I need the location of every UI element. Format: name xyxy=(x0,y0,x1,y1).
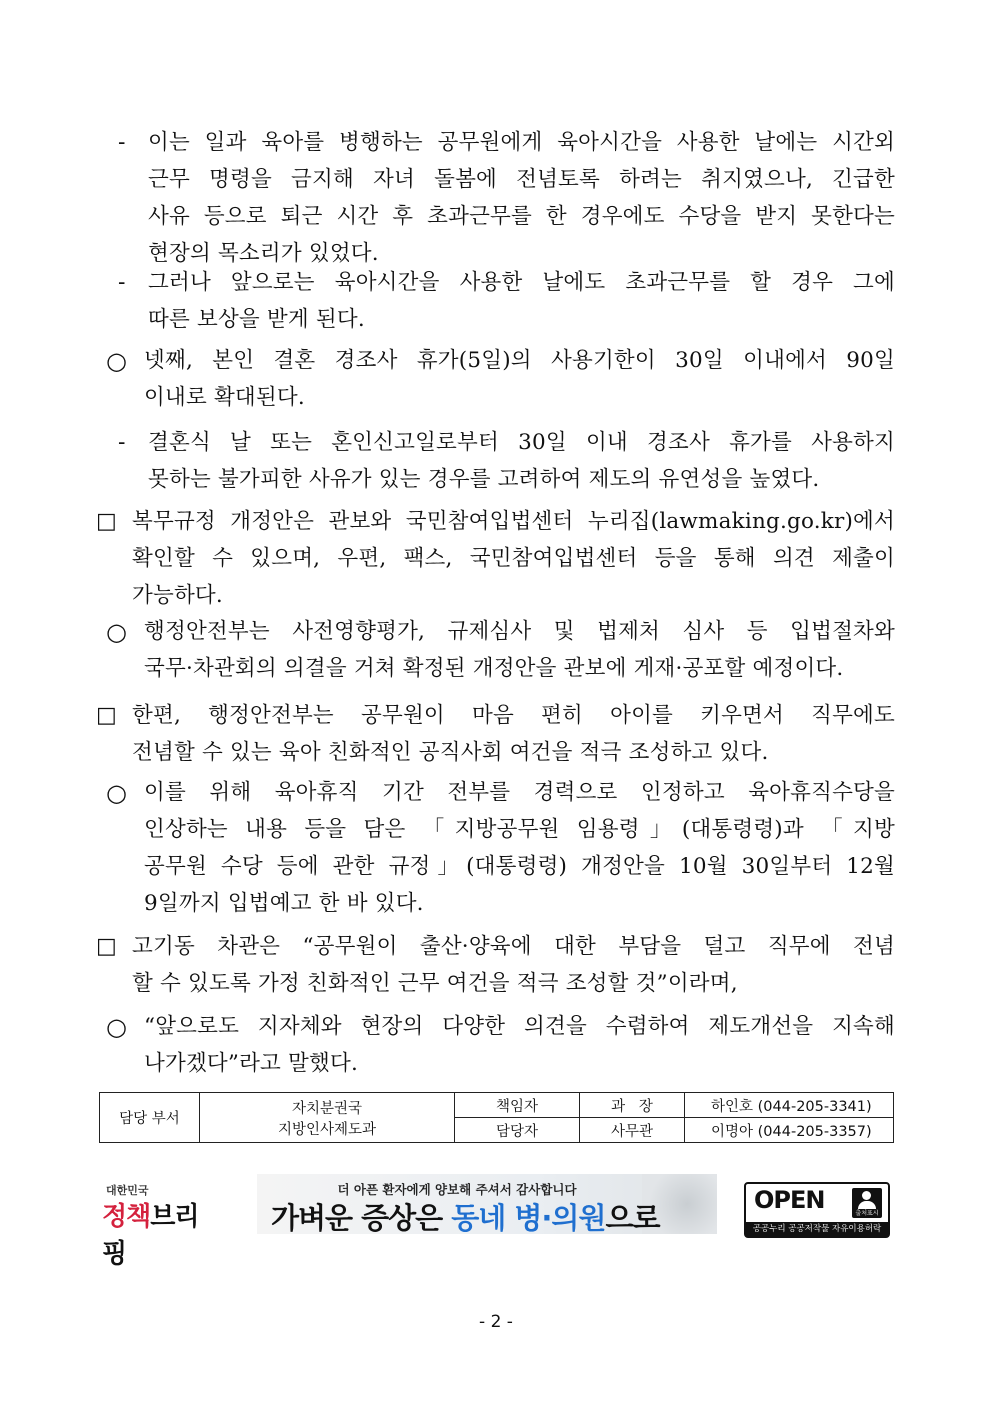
paragraph-line: 이는 일과 육아를 병행하는 공무원에게 육아시간을 사용한 날에는 시간외 xyxy=(148,130,895,155)
responsible-label: 책임자 xyxy=(455,1093,580,1118)
page-number: - 2 - xyxy=(479,1312,513,1332)
staff-title: 사무관 xyxy=(580,1118,685,1143)
paragraph-line: 확인할 수 있으며, 우편, 팩스, 국민참여입법센터 등을 통해 의견 제출이 xyxy=(132,546,895,571)
responsible-name: 하인호 (044-205-3341) xyxy=(685,1093,894,1118)
dash-bullet: - xyxy=(118,270,126,295)
paragraph-line: 가능하다. xyxy=(132,583,223,608)
paragraph-line: 할 수 있도록 가정 친화적인 근무 여건을 적극 조성할 것”이라며, xyxy=(132,971,738,996)
paragraph-line: 인상하는 내용 등을 담은 「지방공무원 임용령」(대통령령)과 「지방 xyxy=(144,817,895,842)
circle-bullet-icon: ○ xyxy=(106,779,127,807)
paragraph-line: 넷째, 본인 결혼 경조사 휴가(5일)의 사용기한이 30일 이내에서 90일 xyxy=(144,348,895,373)
kogl-open-license-badge: OPEN 출처표시 공공누리 공공저작물 자유이용허락 xyxy=(744,1182,890,1238)
paragraph-line: 나가겠다”라고 말했다. xyxy=(144,1051,358,1076)
paragraph-line: 사유 등으로 퇴근 시간 후 초과근무를 한 경우에도 수당을 받지 못한다는 xyxy=(148,204,895,229)
square-bullet-icon: □ xyxy=(96,934,117,959)
paragraph-line: 고기동 차관은 “공무원이 출산·양육에 대한 부담을 덜고 직무에 전념 xyxy=(132,934,895,959)
paragraph-line: 국무·차관회의 의결을 거쳐 확정된 개정안을 관보에 게재·공포할 예정이다. xyxy=(144,656,844,681)
paragraph-line: 복무규정 개정안은 관보와 국민참여입법센터 누리집(lawmaking.go.kr)에서 xyxy=(132,509,895,534)
footer xyxy=(0,1170,992,1269)
staff-label: 담당자 xyxy=(455,1118,580,1143)
circle-bullet-icon: ○ xyxy=(106,1013,127,1041)
dash-bullet: - xyxy=(118,130,126,155)
contact-table xyxy=(99,1092,894,1143)
paragraph-line: 못하는 불가피한 사유가 있는 경우를 고려하여 제도의 유연성을 높였다. xyxy=(148,467,820,492)
dash-bullet: - xyxy=(118,430,126,455)
dept-name: 자치분권국 지방인사제도과 xyxy=(200,1093,455,1143)
paragraph-line: 그러나 앞으로는 육아시간을 사용한 날에도 초과근무를 할 경우 그에 xyxy=(148,270,895,295)
campaign-banner: 더 아픈 환자에게 양보해 주셔서 감사합니다 가벼운 증상은 동네 병·의원으로 xyxy=(257,1174,717,1234)
paragraph-line: 결혼식 날 또는 혼인신고일로부터 30일 이내 경조사 휴가를 사용하지 xyxy=(148,430,895,455)
paragraph-line: 따른 보상을 받게 된다. xyxy=(148,307,365,332)
paragraph-line: “앞으로도 지자체와 현장의 다양한 의견을 수렴하여 제도개선을 지속해 xyxy=(144,1014,895,1039)
attribution-person-icon: 출처표시 xyxy=(852,1188,882,1218)
circle-bullet-icon: ○ xyxy=(106,347,127,375)
paragraph-line: 이내로 확대된다. xyxy=(144,385,305,410)
staff-name: 이명아 (044-205-3357) xyxy=(685,1118,894,1143)
circle-bullet-icon: ○ xyxy=(106,618,127,646)
square-bullet-icon: □ xyxy=(96,509,117,534)
paragraph-line: 현장의 목소리가 있었다. xyxy=(148,241,379,266)
paragraph-line: 공무원 수당 등에 관한 규정」(대통령령) 개정안을 10월 30일부터 12월 xyxy=(144,854,895,879)
paragraph-line: 9일까지 입법예고 한 바 있다. xyxy=(144,891,424,916)
paragraph-line: 행정안전부는 사전영향평가, 규제심사 및 법제처 심사 등 입법절차와 xyxy=(144,619,895,644)
responsible-title: 과 장 xyxy=(580,1093,685,1118)
dept-label: 담당 부서 xyxy=(100,1093,200,1143)
square-bullet-icon: □ xyxy=(96,703,117,728)
paragraph-line: 한편, 행정안전부는 공무원이 마음 편히 아이를 키우면서 직무에도 xyxy=(132,703,895,728)
policy-briefing-logo: 대한민국 정책브리핑 xyxy=(102,1184,199,1269)
paragraph-line: 이를 위해 육아휴직 기간 전부를 경력으로 인정하고 육아휴직수당을 xyxy=(144,780,895,805)
paragraph-line: 근무 명령을 금지해 자녀 돌봄에 전념토록 하려는 취지였으나, 긴급한 xyxy=(148,167,895,192)
paragraph-line: 전념할 수 있는 육아 친화적인 공직사회 여건을 적극 조성하고 있다. xyxy=(132,740,769,765)
